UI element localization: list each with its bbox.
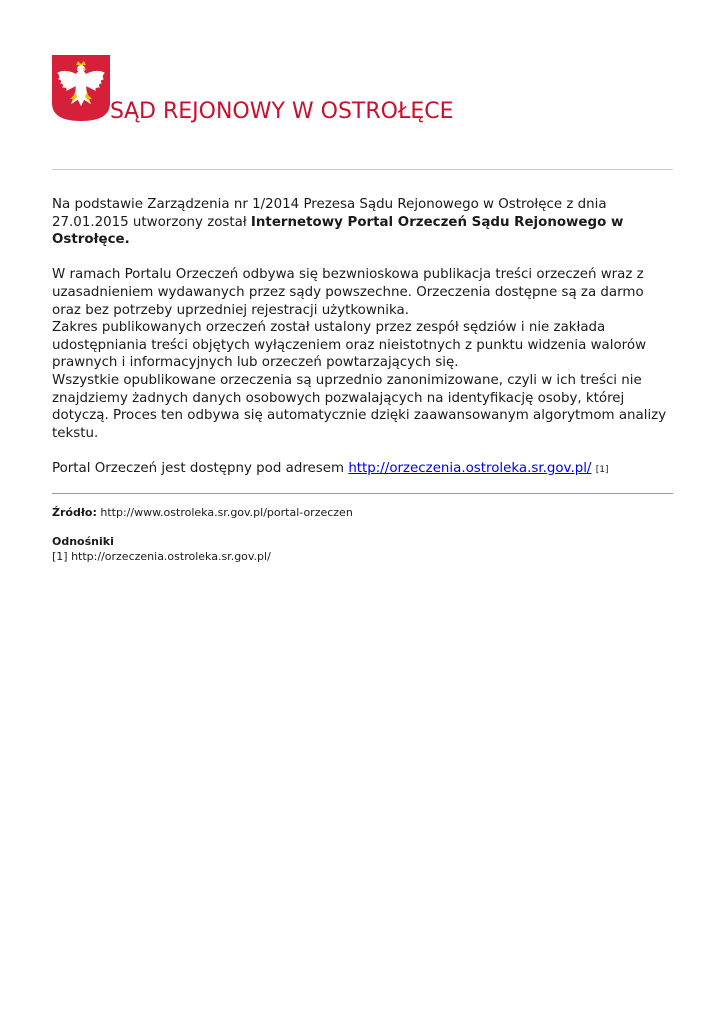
paragraph-scope: Zakres publikowanych orzeczeń został ustalony przez zespół sędziów i nie zakłada udostępniania treści objętych wyłączeniem oraz nieistotnych z punktu widzenia walorów prawnych i informacyjnych lub orzeczeń powtarzających się. xyxy=(52,320,647,371)
footer-divider xyxy=(52,493,673,494)
footnote-ref: [1] xyxy=(595,464,609,475)
header-divider xyxy=(52,169,673,170)
source-url: http://www.ostroleka.sr.gov.pl/portal-orzeczen xyxy=(100,506,353,519)
paragraph-portal-address xyxy=(52,460,673,480)
references xyxy=(52,534,673,564)
intro-paragraph xyxy=(52,196,673,249)
portal-address-text: Portal Orzeczeń jest dostępny pod adresem xyxy=(52,460,349,476)
paragraph-publication: W ramach Portalu Orzeczeń odbywa się bezwnioskowa publikacja treści orzeczeń wraz z uzasadnieniem wydawanych przez sądy powszechne. Orzeczenia dostępne są za darmo oraz bez potrzeby uprzedniej rejestracji użytkownika. xyxy=(52,267,644,318)
source-line xyxy=(52,505,673,520)
portal-link[interactable]: http://orzeczenia.ostroleka.sr.gov.pl/ xyxy=(348,460,592,476)
references-heading: Odnośniki xyxy=(52,535,114,548)
article-body xyxy=(52,196,673,480)
source-label: Źródło: xyxy=(52,506,97,519)
reference-item: [1] http://orzeczenia.ostroleka.sr.gov.pl/ xyxy=(52,550,271,563)
paragraph-anonymization: Wszystkie opublikowane orzeczenia są uprzednio zanonimizowane, czyli w ich treści nie znajdziemy żadnych danych osobowych pozwalających na identyfikację osoby, której dotyczą. Proces ten odbywa się automatycznie dzięki zaawansowanym algorytmom analizy tekstu. xyxy=(52,372,667,441)
intro-text: Na podstawie Zarządzenia nr 1/2014 Prezesa Sądu Rejonowego w Ostrołęce z dnia 27.01.2015 utworzony został xyxy=(52,197,607,230)
polish-eagle-emblem-icon xyxy=(52,55,110,121)
site-title: SĄD REJONOWY W OSTROŁĘCE xyxy=(110,99,454,124)
header xyxy=(52,55,673,145)
intro-bold-text: Internetowy Portal Orzeczeń Sądu Rejonowego w Ostrołęce. xyxy=(52,214,624,248)
